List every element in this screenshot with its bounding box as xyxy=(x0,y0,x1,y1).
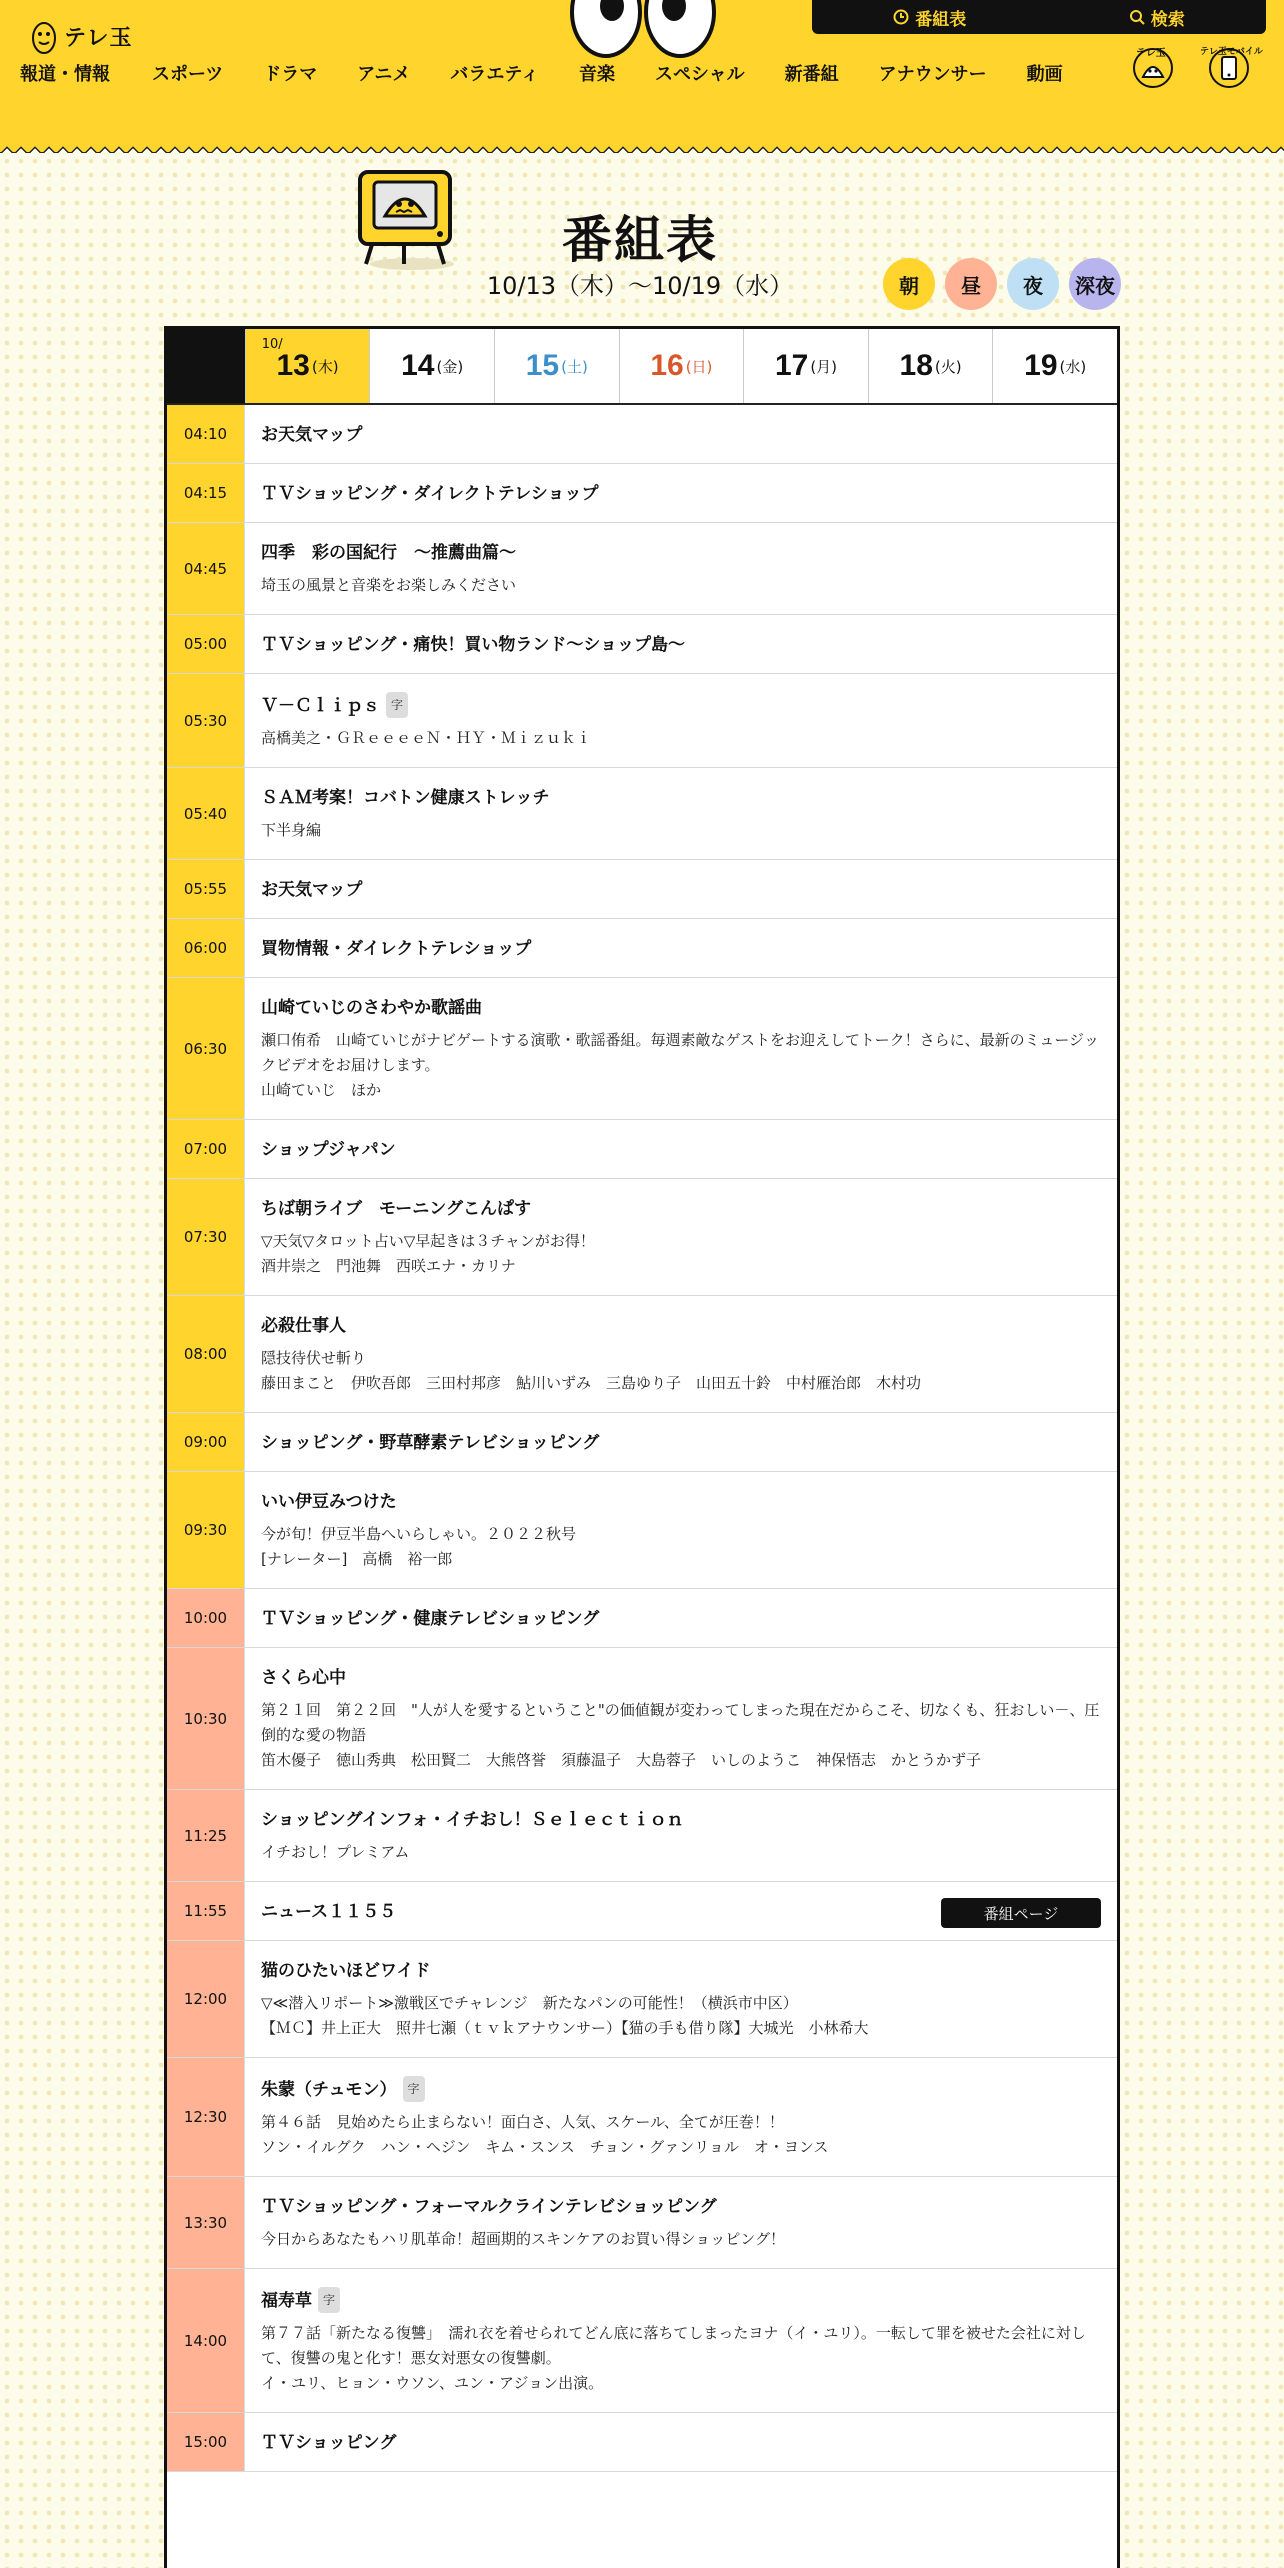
program-title[interactable]: さくら心中 xyxy=(261,1668,346,1688)
program-title-line xyxy=(261,1138,1101,1162)
day-number: 16 xyxy=(650,349,684,382)
program-title-line xyxy=(261,1314,1101,1338)
utility-bar xyxy=(812,0,1266,34)
mascot-face-icon xyxy=(1140,57,1166,79)
nav-music[interactable]: 音楽 xyxy=(578,64,615,85)
nav-anime[interactable]: アニメ xyxy=(357,64,411,85)
program-time: 14:00 xyxy=(167,2269,245,2412)
nav-variety[interactable]: バラエティ xyxy=(450,64,539,85)
program-title[interactable]: 四季 彩の国紀行 ～推薦曲篇～ xyxy=(261,543,516,563)
program-title[interactable]: ＴＶショッピング xyxy=(261,2433,397,2453)
program-time: 15:00 xyxy=(167,2413,245,2471)
day-weekday: (水) xyxy=(1059,357,1087,376)
program-time: 10:30 xyxy=(167,1648,245,1789)
program-title[interactable]: 買物情報・ダイレクトテレショップ xyxy=(261,939,532,959)
program-description-line: 高橋美之・ＧＲｅｅｅｅＮ・ＨＹ・Ｍｉｚｕｋｉ xyxy=(261,729,592,747)
day-number: 14 xyxy=(401,349,435,382)
main-nav xyxy=(20,58,1264,88)
program-title-line xyxy=(261,692,1101,718)
program-title[interactable]: 猫のひたいほどワイド xyxy=(261,1961,431,1981)
program-row[interactable] xyxy=(167,2177,1117,2269)
program-description-line: 酒井崇之 門池舞 西咲エナ・カリナ xyxy=(261,1257,516,1275)
program-title[interactable]: お天気マップ xyxy=(261,425,363,445)
program-title-line xyxy=(261,482,1101,506)
program-title-line xyxy=(261,786,1101,810)
tod-latenight-button[interactable]: 深夜 xyxy=(1069,258,1121,310)
program-time: 05:55 xyxy=(167,860,245,918)
program-time: 05:00 xyxy=(167,615,245,673)
program-row[interactable] xyxy=(167,1589,1117,1648)
program-info xyxy=(245,615,1117,673)
day-number: 19 xyxy=(1024,349,1058,382)
program-info xyxy=(245,464,1117,522)
program-description-line: 瀬口侑希 山崎ていじがナビゲートする演歌・歌謡番組。毎週素敵なゲストをお迎えしてトーク！さらに、最新のミュージックビデオをお届けします。 xyxy=(261,1031,1100,1074)
program-title-line xyxy=(261,2431,1101,2455)
day-weekday: (金) xyxy=(436,357,464,376)
site-logo[interactable] xyxy=(30,14,133,58)
header-zigzag xyxy=(0,140,1284,152)
program-description xyxy=(261,1840,1101,1865)
day-tab[interactable] xyxy=(245,329,370,403)
program-info xyxy=(245,1790,1117,1881)
program-row[interactable] xyxy=(167,978,1117,1120)
program-description xyxy=(261,1229,1101,1279)
program-description-line: 今日からあなたもハリ肌革命！超画期的スキンケアのお買い得ショッピング！ xyxy=(261,2230,785,2248)
day-tabs xyxy=(167,329,1117,405)
program-row[interactable] xyxy=(167,1472,1117,1589)
program-time: 04:10 xyxy=(167,405,245,463)
program-time: 05:30 xyxy=(167,674,245,767)
program-row[interactable] xyxy=(167,405,1117,464)
program-time: 12:30 xyxy=(167,2058,245,2176)
program-info xyxy=(245,1120,1117,1178)
program-title-line xyxy=(261,937,1101,961)
nav-video[interactable]: 動画 xyxy=(1026,64,1063,85)
program-time: 10:00 xyxy=(167,1589,245,1647)
program-time: 06:00 xyxy=(167,919,245,977)
program-description xyxy=(261,1522,1101,1572)
program-info xyxy=(245,674,1117,767)
nav-announcer[interactable]: アナウンサー xyxy=(878,64,987,85)
program-info xyxy=(245,2413,1117,2471)
program-title[interactable]: 福寿草 xyxy=(261,2291,312,2311)
program-info xyxy=(245,1882,1117,1940)
program-description-line: ソン・イルグク ハン・ヘジン キム・スンス チョン・グァンリョル オ・ヨンス xyxy=(261,2138,829,2156)
program-info xyxy=(245,2058,1117,2176)
date-range: 10/13（木）〜10/19（水） xyxy=(486,272,794,300)
day-weekday: (木) xyxy=(311,357,339,376)
side-icon-left-label: テレ玉 xyxy=(1136,48,1166,59)
day-tab[interactable] xyxy=(868,329,993,403)
program-row[interactable] xyxy=(167,464,1117,523)
program-row[interactable] xyxy=(167,768,1117,860)
program-description-line: 山崎ていじ ほか xyxy=(261,1081,382,1099)
program-time: 05:40 xyxy=(167,768,245,859)
program-time: 07:00 xyxy=(167,1120,245,1178)
page-title: 番組表 xyxy=(562,211,718,269)
program-title-line xyxy=(261,2195,1101,2219)
program-title[interactable]: ＳＡＭ考案！コバトン健康ストレッチ xyxy=(261,788,550,808)
program-info xyxy=(245,1296,1117,1412)
program-info xyxy=(245,2177,1117,2268)
day-weekday: (土) xyxy=(561,357,588,376)
program-time: 13:30 xyxy=(167,2177,245,2268)
program-title-line xyxy=(261,1197,1101,1221)
program-title[interactable]: ＴＶショッピング・フォーマルクラインテレビショッピング xyxy=(261,2197,717,2217)
day-number: 13 xyxy=(276,349,310,382)
program-title[interactable]: ちば朝ライブ モーニングこんぱす xyxy=(261,1199,531,1219)
program-title-line xyxy=(261,878,1101,902)
program-description-line: 第４６話 見始めたら止まらない！面白さ、人気、スケール、全てが圧巻！！ xyxy=(261,2113,784,2131)
program-title-line xyxy=(261,1490,1101,1514)
day-month: 10/ xyxy=(261,337,283,352)
program-description-line: 笛木優子 徳山秀典 松田賢二 大熊啓誉 須藤温子 大島蓉子 いしのようこ 神保悟志 かとうかず子 xyxy=(261,1751,982,1769)
program-info xyxy=(245,1472,1117,1588)
program-row[interactable] xyxy=(167,919,1117,978)
program-row[interactable] xyxy=(167,1179,1117,1296)
program-page-button[interactable]: 番組ページ xyxy=(941,1898,1101,1928)
search-link[interactable] xyxy=(1129,5,1185,30)
program-title[interactable]: ショッピング・野草酵素テレビショッピング xyxy=(261,1433,600,1453)
program-guide-link[interactable] xyxy=(893,5,966,30)
program-info xyxy=(245,405,1117,463)
program-time: 09:00 xyxy=(167,1413,245,1471)
subtitle-badge: 字 xyxy=(403,2076,425,2102)
subtitle-badge: 字 xyxy=(386,692,408,718)
program-description-line: イチおし！プレミアム xyxy=(261,1843,410,1861)
search-label: 検索 xyxy=(1150,9,1185,30)
day-weekday: (月) xyxy=(810,357,838,376)
program-schedule xyxy=(164,326,1120,2568)
program-row[interactable] xyxy=(167,2413,1117,2472)
program-info xyxy=(245,2269,1117,2412)
day-tab[interactable] xyxy=(369,329,494,403)
program-title[interactable]: 必殺仕事人 xyxy=(261,1316,346,1336)
program-description-line: ▽天気▽タロット占い▽早起きは３チャンがお得！ xyxy=(261,1232,595,1250)
program-info xyxy=(245,1413,1117,1471)
program-title[interactable]: お天気マップ xyxy=(261,880,363,900)
day-weekday: (火) xyxy=(934,357,962,376)
program-info xyxy=(245,1941,1117,2057)
program-title[interactable]: ニュース１１５５ xyxy=(261,1902,397,1922)
day-tab[interactable] xyxy=(743,329,868,403)
program-description xyxy=(261,1346,1101,1396)
search-icon xyxy=(1129,9,1145,25)
program-title[interactable]: ショッピングインフォ・イチおし！Ｓｅｌｅｃｔｉｏｎ xyxy=(261,1810,684,1830)
program-row[interactable] xyxy=(167,674,1117,768)
side-icon-right-label: テレ玉モバイル xyxy=(1200,47,1263,57)
program-time: 11:25 xyxy=(167,1790,245,1881)
program-row[interactable] xyxy=(167,2058,1117,2177)
program-title-line xyxy=(261,1666,1101,1690)
program-description-line: 今が旬！伊豆半島へいらしゃい。２０２２秋号 xyxy=(261,1525,577,1543)
program-description-line: 第７７話「新たなる復讐」 濡れ衣を着せられてどん底に落ちてしまったヨナ（イ・ユリ）。一転して罪を被せた会社に対して、復讐の鬼と化す！悪女対悪女の復讐劇。 xyxy=(261,2324,1086,2367)
nav-special[interactable]: スペシャル xyxy=(654,64,745,85)
nav-news[interactable]: 報道・情報 xyxy=(20,64,110,85)
program-info xyxy=(245,1648,1117,1789)
program-info xyxy=(245,919,1117,977)
program-description-line: ▽≪潜入リポート≫激戦区でチャレンジ 新たなパンの可能性！（横浜市中区） xyxy=(261,1994,798,2012)
program-description-line: 埼玉の風景と音楽をお楽しみください xyxy=(261,576,517,594)
program-time: 11:55 xyxy=(167,1882,245,1940)
program-row[interactable] xyxy=(167,1882,1117,1941)
day-weekday: (日) xyxy=(685,357,713,376)
program-row[interactable] xyxy=(167,1296,1117,1413)
program-description xyxy=(261,2227,1101,2252)
day-number: 15 xyxy=(525,349,560,382)
program-time: 08:00 xyxy=(167,1296,245,1412)
program-time: 09:30 xyxy=(167,1472,245,1588)
program-time: 06:30 xyxy=(167,978,245,1119)
program-row[interactable] xyxy=(167,1648,1117,1790)
program-title-line xyxy=(261,1808,1101,1832)
program-description xyxy=(261,1991,1101,2041)
tod-daytime-button[interactable]: 昼 xyxy=(945,258,997,310)
program-row[interactable] xyxy=(167,1941,1117,2058)
program-title-line xyxy=(261,2076,1101,2102)
clock-icon xyxy=(893,9,909,25)
program-description-line: 藤田まこと 伊吹吾郎 三田村邦彦 鮎川いずみ 三島ゆり子 山田五十鈴 中村雁治郎 木村功 xyxy=(261,1374,922,1392)
program-row[interactable] xyxy=(167,860,1117,919)
program-title[interactable]: Ｖ－Ｃｌｉｐｓ xyxy=(261,696,380,716)
program-title[interactable]: 山崎ていじのさわやか歌謡曲 xyxy=(261,998,482,1018)
program-list xyxy=(167,405,1117,2472)
tod-night-button[interactable]: 夜 xyxy=(1007,258,1059,310)
program-title[interactable]: 朱蒙（チュモン） xyxy=(261,2080,397,2100)
program-description xyxy=(261,573,1101,598)
program-info xyxy=(245,860,1117,918)
program-description-line: 第２１回 第２２回 "人が人を愛するということ"の価値観が変わってしまった現在だからこそ、切なくも、狂おしい－、圧倒的な愛の物語 xyxy=(261,1701,1100,1744)
program-description-line: イ・ユリ、ヒョン・ウソン、ユン・アジョン出演。 xyxy=(261,2374,604,2392)
day-tab[interactable] xyxy=(619,329,744,403)
tama-mascot-icon xyxy=(30,16,58,56)
program-description-line: 【ＭＣ】井上正大 照井七瀬（ｔｖｋアナウンサー）【猫の手も借り隊】大城光 小林希大 xyxy=(261,2019,869,2037)
program-description xyxy=(261,2110,1101,2160)
program-description xyxy=(261,726,1101,751)
program-row[interactable] xyxy=(167,1790,1117,1882)
subtitle-badge: 字 xyxy=(318,2287,340,2313)
nav-new-programs[interactable]: 新番組 xyxy=(784,64,839,85)
program-row[interactable] xyxy=(167,1413,1117,1472)
program-title-line xyxy=(261,1959,1101,1983)
program-title-line xyxy=(261,2287,1101,2313)
program-time: 04:15 xyxy=(167,464,245,522)
program-description-line: 下半身編 xyxy=(261,821,322,839)
program-title-line xyxy=(261,1431,1101,1455)
program-title[interactable]: ショップジャパン xyxy=(261,1140,396,1160)
program-title-line xyxy=(261,541,1101,565)
program-description xyxy=(261,1698,1101,1773)
program-info xyxy=(245,768,1117,859)
program-info xyxy=(245,523,1117,614)
nav-drama[interactable]: ドラマ xyxy=(263,64,318,85)
program-time: 12:00 xyxy=(167,1941,245,2057)
program-description xyxy=(261,818,1101,843)
program-description-line: 隠技待伏せ斬り xyxy=(261,1349,367,1367)
program-title-line xyxy=(261,996,1101,1020)
day-tab[interactable] xyxy=(992,329,1117,403)
program-info xyxy=(245,978,1117,1119)
mascot-eyes-icon xyxy=(568,0,718,62)
program-title[interactable]: ＴＶショッピング・ダイレクトテレショップ xyxy=(261,484,599,504)
program-description-line: [ナレーター] 高橋 裕一郎 xyxy=(261,1550,453,1568)
program-title[interactable]: ＴＶショッピング・痛快！買い物ランド～ショップ島～ xyxy=(261,635,685,655)
program-title[interactable]: いい伊豆みつけた xyxy=(261,1492,397,1512)
program-time: 07:30 xyxy=(167,1179,245,1295)
program-title-line xyxy=(261,423,1101,447)
day-header-corner xyxy=(167,329,245,403)
tod-morning-button[interactable]: 朝 xyxy=(883,258,935,310)
program-row[interactable] xyxy=(167,1120,1117,1179)
program-time: 04:45 xyxy=(167,523,245,614)
day-tab[interactable] xyxy=(494,329,619,403)
program-row[interactable] xyxy=(167,2269,1117,2413)
program-row[interactable] xyxy=(167,615,1117,674)
program-description xyxy=(261,2321,1101,2396)
nav-sports[interactable]: スポーツ xyxy=(152,64,224,85)
tv-mascot-icon xyxy=(352,168,462,272)
program-info xyxy=(245,1589,1117,1647)
program-title-line xyxy=(261,1607,1101,1631)
program-description xyxy=(261,1028,1101,1103)
program-title[interactable]: ＴＶショッピング・健康テレビショッピング xyxy=(261,1609,600,1629)
mobile-phone-icon xyxy=(1220,56,1238,80)
program-guide-label: 番組表 xyxy=(915,9,967,30)
day-number: 17 xyxy=(774,349,809,382)
program-row[interactable] xyxy=(167,523,1117,615)
logo-text: テレ玉 xyxy=(64,25,133,51)
program-info xyxy=(245,1179,1117,1295)
program-title-line xyxy=(261,633,1101,657)
day-number: 18 xyxy=(899,349,933,382)
